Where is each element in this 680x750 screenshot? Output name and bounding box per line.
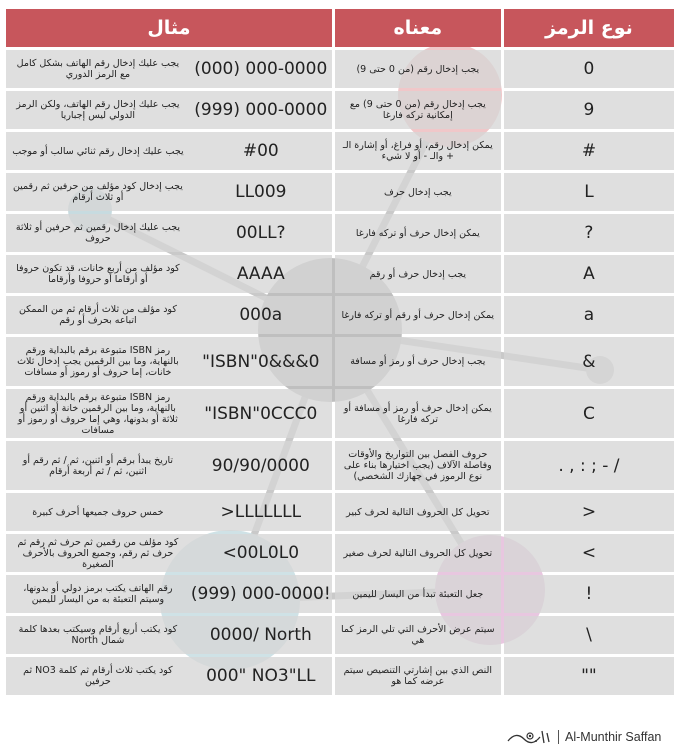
table-header-row <box>6 9 674 47</box>
row-symbol: C <box>504 389 674 438</box>
row-symbol: a <box>504 296 674 334</box>
row-symbol: . , : ; - / <box>504 441 674 490</box>
row-symbol: < <box>504 534 674 572</box>
row-symbol: \ <box>504 616 674 654</box>
row-example: كود مؤلف من ثلاث أرقام ثم من الممكن اتباعه بحرف أو رقم <box>6 296 190 334</box>
row-symbol: "" <box>504 657 674 695</box>
row-example: يجب عليك إدخال رقم الهاتف، ولكن الرمز الدولي ليس إجباريا <box>6 91 190 129</box>
row-example: رمز ISBN متبوعة برقم بالبداية ورقم بالنهاية، وما بين الرقمين خانة أو اثنين أو ثلاثة أو بدونها، وهي إما حروف أو رموز أو مسافات <box>6 389 190 438</box>
author-logo-icon <box>506 729 552 745</box>
row-mask-value: "ISBN"0&&&0 <box>190 337 332 386</box>
row-symbol: 9 <box>504 91 674 129</box>
row-meaning: يجب إدخال حرف أو رمز أو مسافة <box>335 337 501 386</box>
table-row <box>6 534 674 572</box>
row-mask-value: LL009 <box>190 173 332 211</box>
row-example: كود يكتب أربع أرقام وسيكتب بعدها كلمة شمال North <box>6 616 190 654</box>
table-row <box>6 50 674 88</box>
input-mask-table <box>6 6 674 698</box>
row-symbol: L <box>504 173 674 211</box>
footer-separator <box>558 730 559 744</box>
row-mask-value: (999) 000-0000! <box>190 575 332 613</box>
row-mask-value: #00 <box>190 132 332 170</box>
row-meaning: يمكن إدخال حرف أو رمز أو مسافة أو تركه فارغا <box>335 389 501 438</box>
row-symbol: ! <box>504 575 674 613</box>
row-symbol: > <box>504 493 674 531</box>
row-symbol: & <box>504 337 674 386</box>
table-row <box>6 132 674 170</box>
row-mask-value: (999) 000-0000 <box>190 91 332 129</box>
table-row <box>6 493 674 531</box>
table-row <box>6 575 674 613</box>
row-symbol: A <box>504 255 674 293</box>
row-meaning: يمكن إدخال رقم، أو فراغ، أو إشارة الـ + والـ - أو لا شيء <box>335 132 501 170</box>
row-meaning: يجب إدخال رقم (من 0 حتى 9) <box>335 50 501 88</box>
row-example: رمز ISBN متبوعة برقم بالبداية ورقم بالنهاية، وما بين الرقمين يجب إدخال ثلاث خانات، إما حروف أو رموز أو مسافات <box>6 337 190 386</box>
row-meaning: سيتم عرض الأحرف التي تلي الرمز كما هي <box>335 616 501 654</box>
row-meaning: جعل التعبئة تبدأ من اليسار لليمين <box>335 575 501 613</box>
table-row <box>6 337 674 386</box>
table-row <box>6 91 674 129</box>
table-row <box>6 441 674 490</box>
row-meaning: النص الذي بين إشارتي التنصيص سيتم عرضه كما هو <box>335 657 501 695</box>
row-meaning: حروف الفصل بين التواريخ والأوقات وفاصلة الآلاف (يجب اختيارها بناء على نوع الرموز في جهازك الشخصي) <box>335 441 501 490</box>
row-example: كود مؤلف من أربع خانات، قد تكون حروفا أو أرقاما أو حروفا وأرقاما <box>6 255 190 293</box>
row-meaning: تحويل كل الحروف التالية لحرف كبير <box>335 493 501 531</box>
row-mask-value: 00LL? <box>190 214 332 252</box>
row-mask-value: <00L0L0 <box>190 534 332 572</box>
row-meaning: يجب إدخال رقم (من 0 حتى 9) مع إمكانية تركه فارغا <box>335 91 501 129</box>
row-meaning: يجب إدخال حرف <box>335 173 501 211</box>
header-symbol-type: نوع الرمز <box>504 9 674 47</box>
row-example: تاريخ يبدأ برقم أو اثنين، ثم / ثم رقم أو اثنين، ثم / ثم أربعة أرقام <box>6 441 190 490</box>
author-name: Al-Munthir Saffan <box>565 730 662 744</box>
header-example: مثال <box>6 9 332 47</box>
row-example: يجب عليك إدخال رقمين ثم حرفين أو ثلاثة حروف <box>6 214 190 252</box>
row-symbol: 0 <box>504 50 674 88</box>
table-row <box>6 657 674 695</box>
row-mask-value: AAAA <box>190 255 332 293</box>
table-row <box>6 214 674 252</box>
row-mask-value: 000" NO3"LL <box>190 657 332 695</box>
row-mask-value: 000a <box>190 296 332 334</box>
row-mask-value: 0000/ North <box>190 616 332 654</box>
row-mask-value: "ISBN"0CCC0 <box>190 389 332 438</box>
author-footer <box>506 728 676 746</box>
table-row <box>6 389 674 438</box>
row-mask-value: >LLLLLLL <box>190 493 332 531</box>
row-meaning: يجب إدخال حرف أو رقم <box>335 255 501 293</box>
row-meaning: يمكن إدخال حرف أو تركه فارغا <box>335 214 501 252</box>
row-example: كود يكتب ثلاث أرقام ثم كلمة NO3 ثم حرفين <box>6 657 190 695</box>
row-symbol: # <box>504 132 674 170</box>
row-symbol: ? <box>504 214 674 252</box>
row-example: يجب إدخال كود مؤلف من حرفين ثم رقمين أو ثلاث أرقام <box>6 173 190 211</box>
row-example: كود مؤلف من رقمين ثم حرف ثم رقم ثم حرف ثم رقم، وجميع الحروف بالأحرف الصغيرة <box>6 534 190 572</box>
row-meaning: تحويل كل الحروف التالية لحرف صغير <box>335 534 501 572</box>
header-meaning: معناه <box>335 9 501 47</box>
row-mask-value: 90/90/0000 <box>190 441 332 490</box>
row-mask-value: (000) 000-0000 <box>190 50 332 88</box>
row-meaning: يمكن إدخال حرف أو رقم أو تركه فارغا <box>335 296 501 334</box>
row-example: خمس حروف جميعها أحرف كبيرة <box>6 493 190 531</box>
table-row <box>6 255 674 293</box>
row-example: يجب عليك إدخال رقم ثنائي سالب أو موجب <box>6 132 190 170</box>
row-example: رقم الهاتف يكتب برمز دولي أو بدونها، وسيتم التعبئة به من اليسار لليمين <box>6 575 190 613</box>
table-row <box>6 296 674 334</box>
table-row <box>6 616 674 654</box>
table-row <box>6 173 674 211</box>
row-example: يجب عليك إدخال رقم الهاتف بشكل كامل مع الرمز الدوري <box>6 50 190 88</box>
